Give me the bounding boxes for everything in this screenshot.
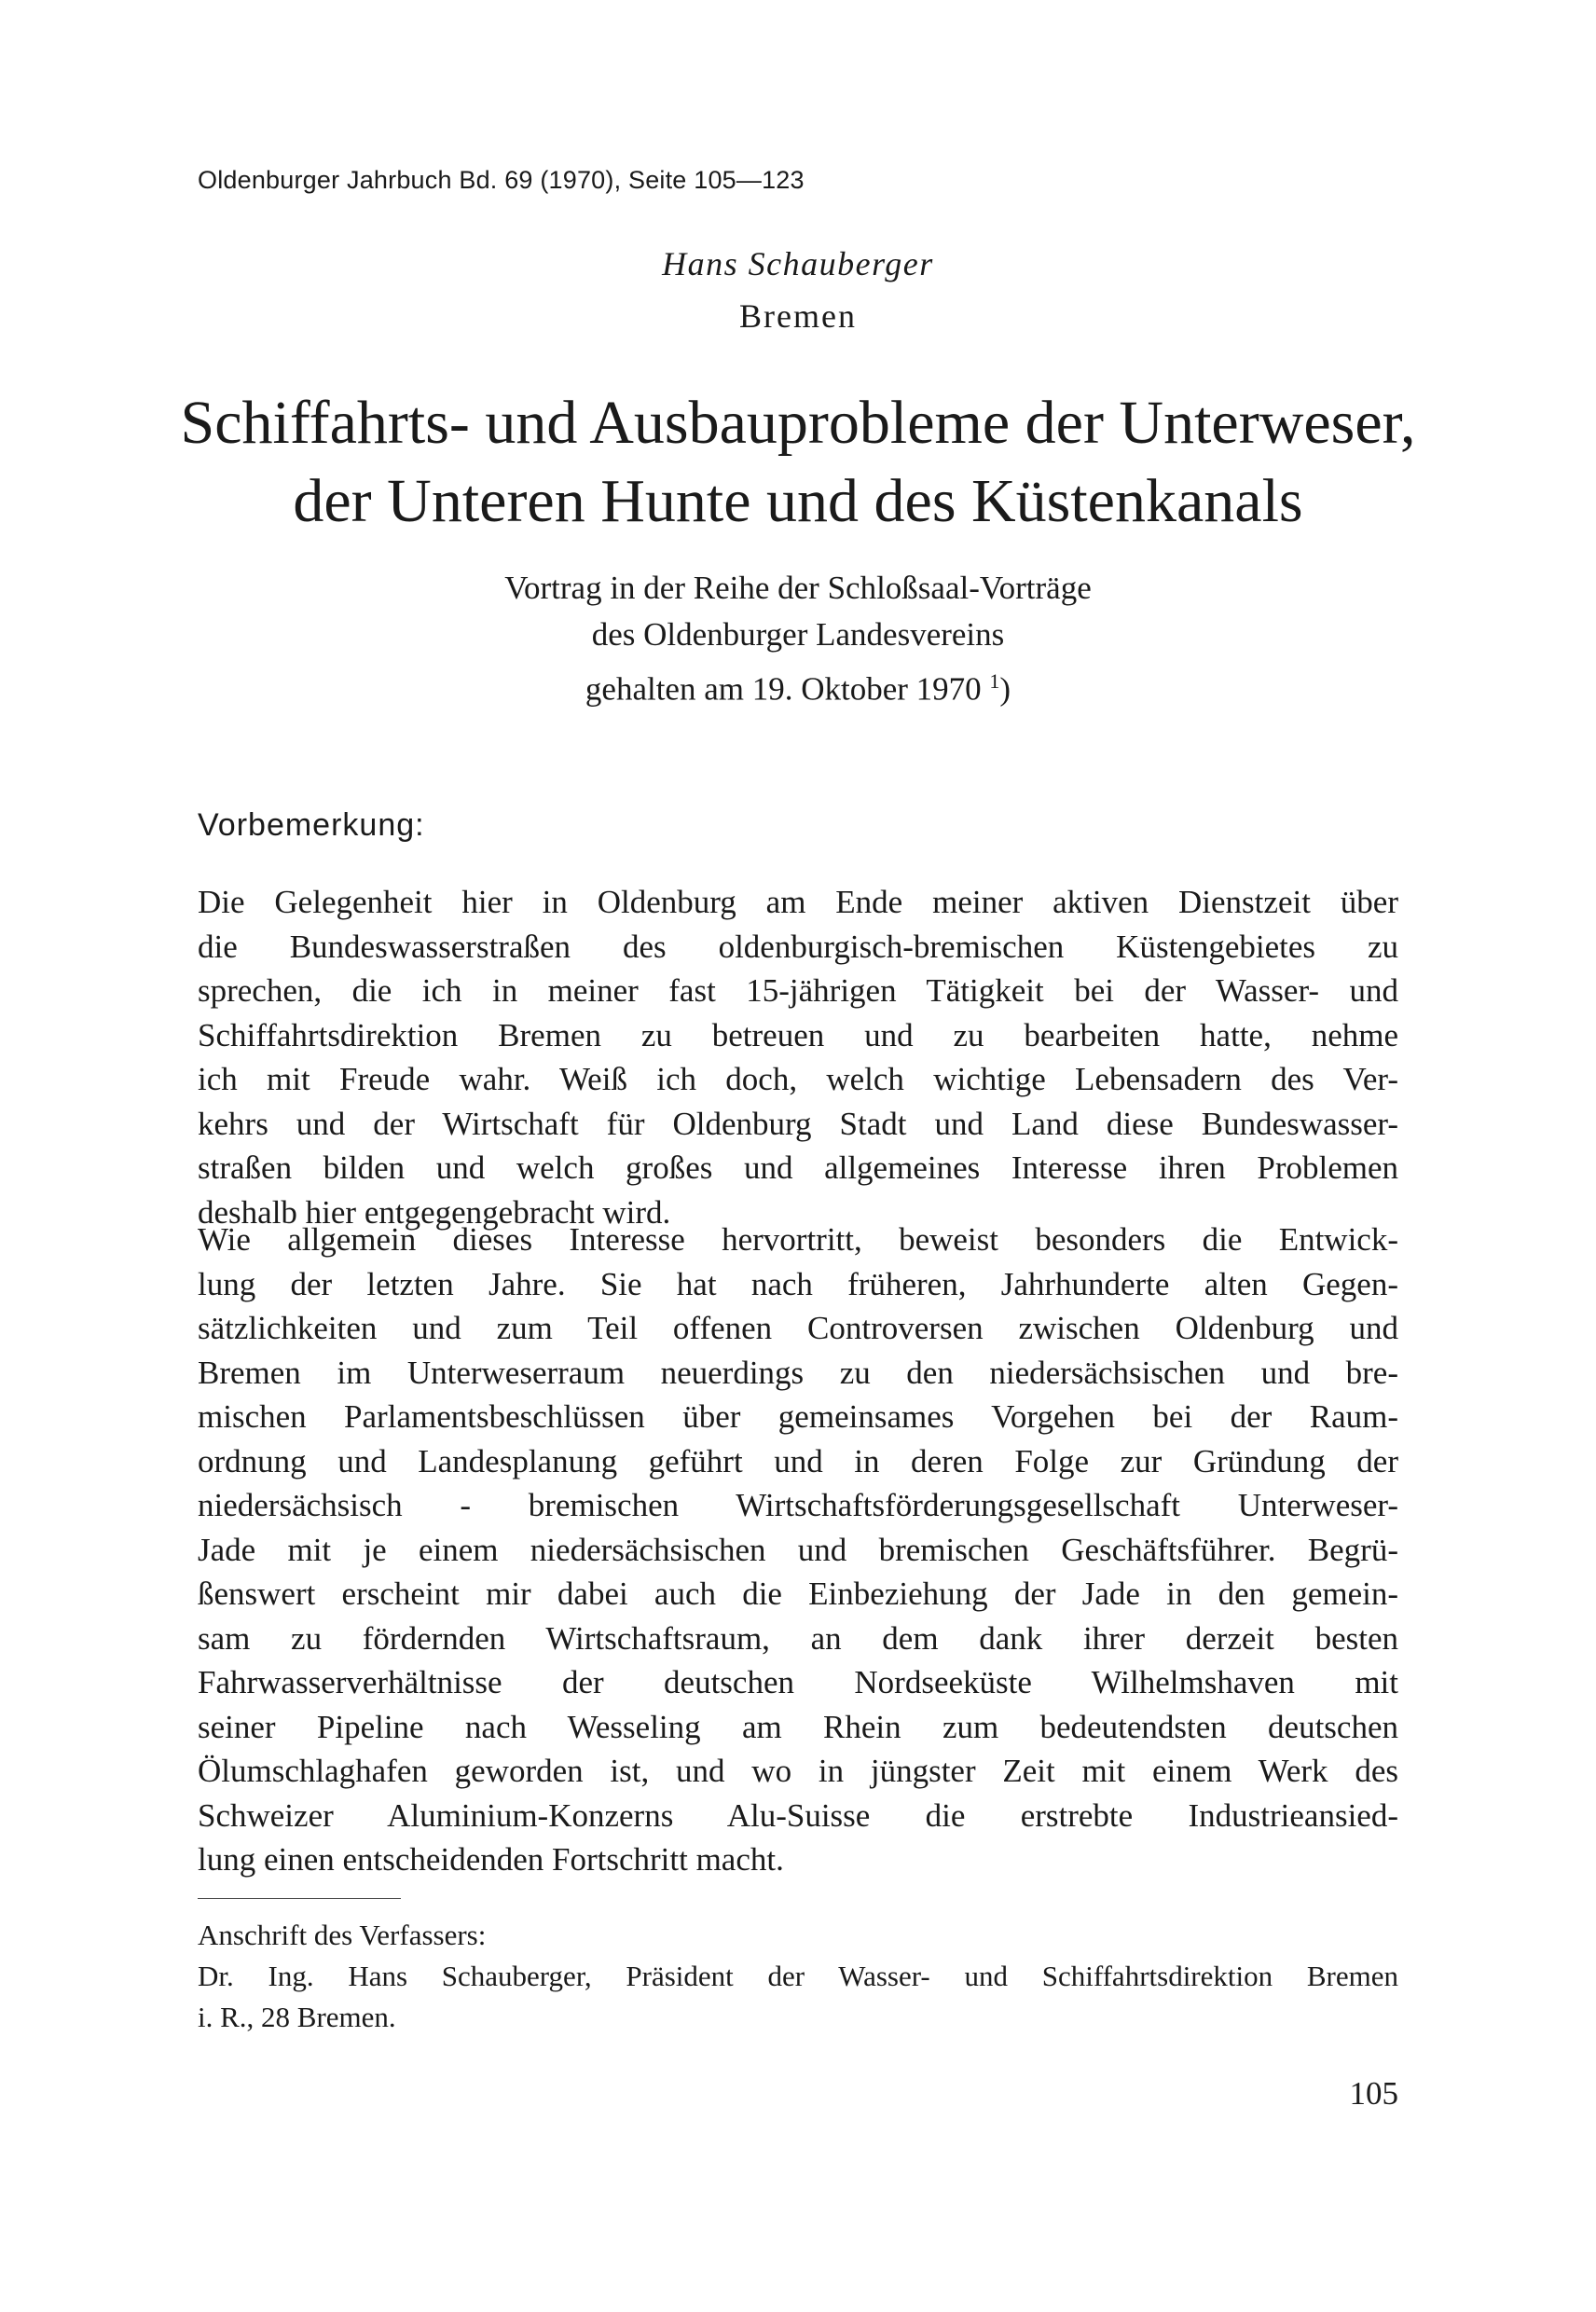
- text-line: straßen bilden und welch großes und allgemeines Interesse ihren Problemen: [198, 1149, 1398, 1186]
- text-line: lung der letzten Jahre. Sie hat nach früheren, Jahrhunderte alten Gegen-: [198, 1265, 1398, 1302]
- text-line: Jade mit je einem niedersächsischen und bremischen Geschäftsführer. Begrü-: [198, 1531, 1398, 1568]
- footnote-divider: [198, 1898, 401, 1899]
- author-name: Hans Schauberger: [662, 245, 934, 282]
- article-subtitle: [0, 565, 1596, 713]
- article-title: [0, 384, 1596, 541]
- author-place: Bremen: [739, 297, 857, 335]
- paragraph-1: [198, 880, 1398, 1234]
- footnote-label: Anschrift des Verfassers:: [198, 1919, 487, 1951]
- text-line: Fahrwasserverhältnisse der deutschen Nordseeküste Wilhelmshaven mit: [198, 1664, 1398, 1700]
- running-head: Oldenburger Jahrbuch Bd. 69 (1970), Seite 105—123: [198, 166, 805, 194]
- text-line: Schweizer Aluminium-Konzerns Alu-Suisse die erstrebte Industrieansied-: [198, 1796, 1398, 1834]
- text-line: mischen Parlamentsbeschlüssen über gemeinsames Vorgehen bei der Raum-: [198, 1398, 1398, 1435]
- section-heading: Vorbemerkung:: [198, 807, 425, 843]
- text-line: sätzlichkeiten und zum Teil offenen Controversen zwischen Oldenburg und: [198, 1310, 1398, 1346]
- footnote-reference: 1: [989, 669, 1000, 693]
- text-line: sprechen, die ich in meiner fast 15-jährigen Tätigkeit bei der Wasser- und: [198, 972, 1398, 1009]
- subtitle-line-1: Vortrag in der Reihe der Schloßsaal-Vorträge: [504, 570, 1092, 606]
- text-line: niedersächsisch - bremischen Wirtschaftsförderungsgesellschaft Unterweser-: [198, 1487, 1398, 1523]
- footnote-line-1: Dr. Ing. Hans Schauberger, Präsident der Wasser- und Schiffahrtsdirektion Bremen: [198, 1960, 1398, 1992]
- text-line: die Bundeswasserstraßen des oldenburgisch-bremischen Küstengebietes zu: [198, 928, 1398, 965]
- text-line: deshalb hier entgegengebracht wird.: [198, 1193, 671, 1231]
- footnote-line-2: i. R., 28 Bremen.: [198, 2001, 396, 2033]
- text-line: seiner Pipeline nach Wesseling am Rhein zum bedeutendsten deutschen: [198, 1708, 1398, 1745]
- footnote: [198, 1915, 1398, 2038]
- text-line: ordnung und Landesplanung geführt und in deren Folge zur Gründung der: [198, 1442, 1398, 1479]
- text-line: ßenswert erscheint mir dabei auch die Einbeziehung der Jade in den gemein-: [198, 1576, 1398, 1612]
- title-line-2: der Unteren Hunte und des Küstenkanals: [293, 467, 1303, 535]
- title-line-1: Schiffahrts- und Ausbauprobleme der Unterweser,: [180, 389, 1416, 457]
- text-line: kehrs und der Wirtschaft für Oldenburg Stadt und Land diese Bundeswasser-: [198, 1105, 1398, 1142]
- subtitle-line-2: des Oldenburger Landesvereins: [591, 616, 1005, 653]
- text-line: ich mit Freude wahr. Weiß ich doch, welch wichtige Lebensadern des Ver-: [198, 1061, 1398, 1097]
- text-line: Ölumschlaghafen geworden ist, und wo in jüngster Zeit mit einem Werk des: [198, 1753, 1398, 1789]
- text-line: sam zu fördernden Wirtschaftsraum, an dem dank ihrer derzeit besten: [198, 1619, 1398, 1657]
- text-line: Die Gelegenheit hier in Oldenburg am Ende meiner aktiven Dienstzeit über: [198, 884, 1398, 920]
- page-number: 105: [1349, 2075, 1398, 2112]
- paragraph-2: [198, 1218, 1398, 1882]
- subtitle-line-3: gehalten am 19. Oktober 1970: [585, 670, 982, 708]
- text-line: lung einen entscheidenden Fortschritt macht.: [198, 1841, 784, 1878]
- footnote-reference-paren: ): [999, 670, 1011, 708]
- text-line: Bremen im Unterweserraum neuerdings zu den niedersächsischen und bre-: [198, 1354, 1398, 1391]
- text-line: Wie allgemein dieses Interesse hervortritt, beweist besonders die Entwick-: [198, 1221, 1398, 1258]
- text-line: Schiffahrtsdirektion Bremen zu betreuen und zu bearbeiten hatte, nehme: [198, 1016, 1398, 1053]
